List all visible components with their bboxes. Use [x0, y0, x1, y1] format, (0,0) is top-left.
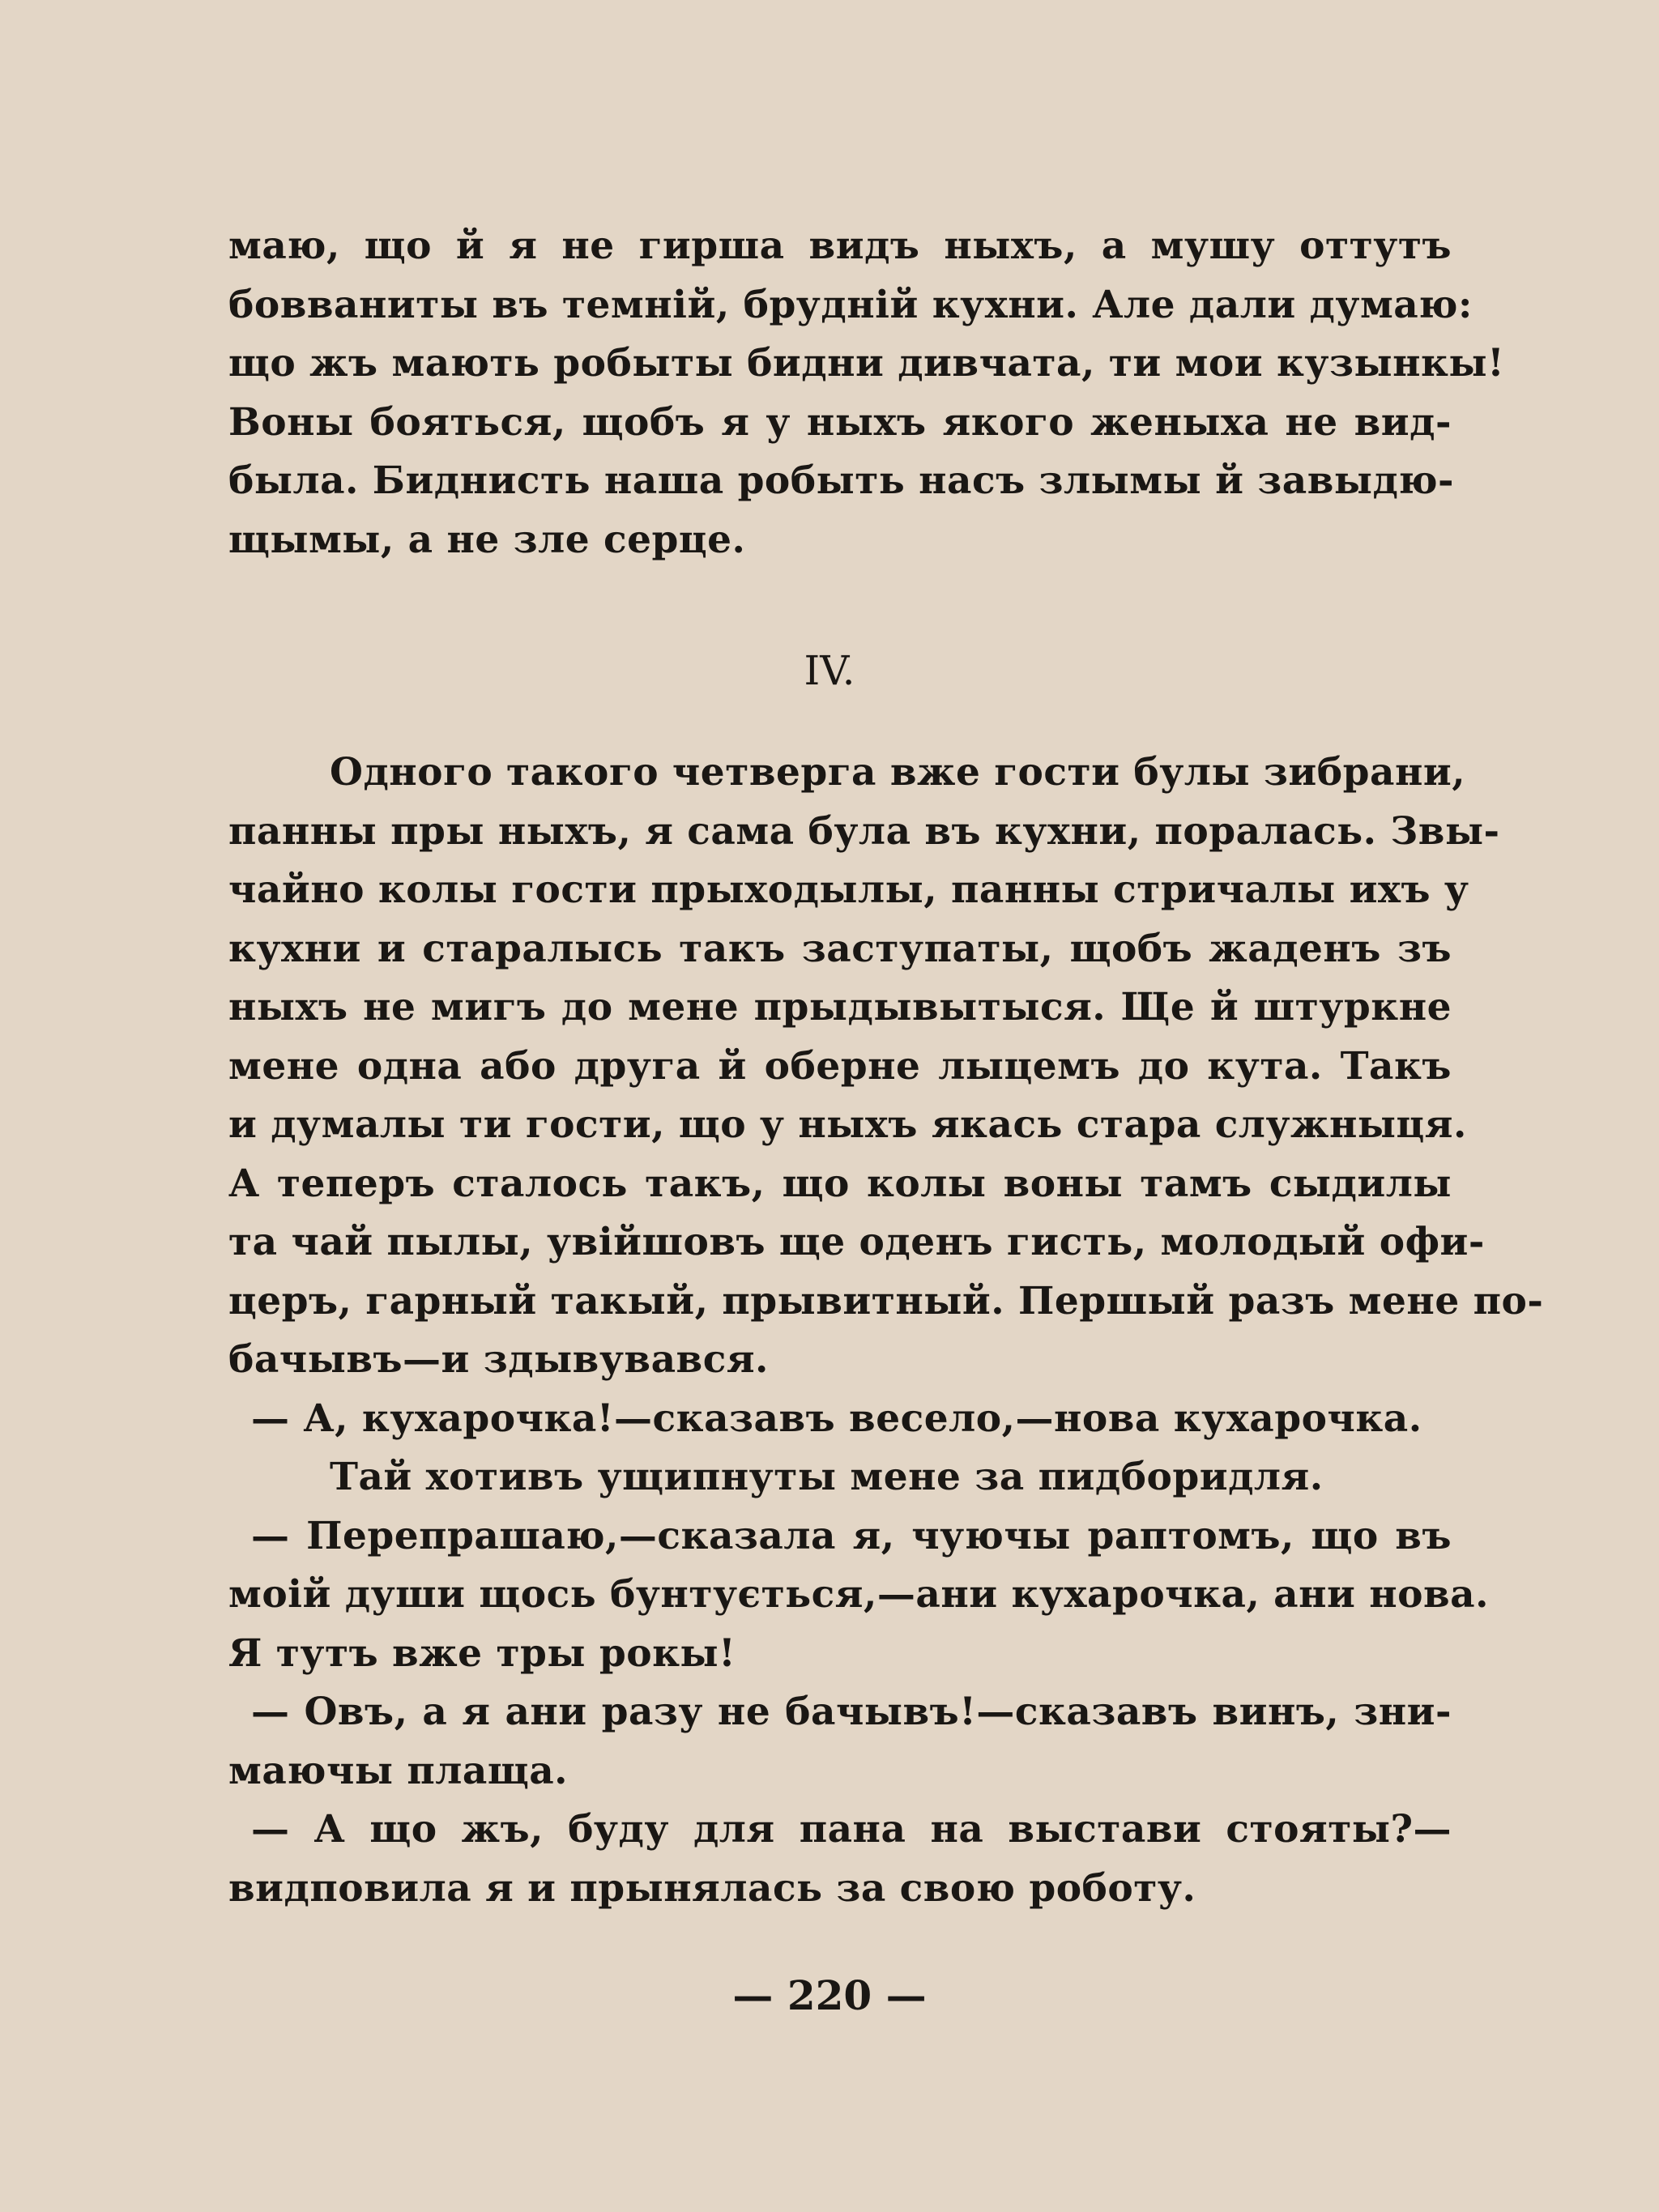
chapter-heading: IV. — [804, 647, 855, 694]
dialogue-line: — Перепрашаю,—сказала я, чуючы раптомъ, що въ — [251, 1513, 1452, 1558]
dialogue-line: — А що жъ, буду для пана на выстави стояты?— — [251, 1807, 1452, 1852]
text-line: панны пры ныхъ, я сама була въ кухни, поралась. Звы- — [228, 808, 1500, 854]
text-line: маю, що й я не гирша видъ ныхъ, а мушу оттутъ — [228, 224, 1452, 268]
text-line: Тай хотивъ ущипнуты мене за пидборидля. — [330, 1455, 1324, 1499]
main-text — [228, 744, 1544, 1918]
text-line: Одного такого четверга вже гости булы зибрани, — [330, 750, 1466, 795]
text-line: церъ, гарный такый, прывитный. Першый разъ мене по- — [228, 1278, 1544, 1323]
text-line: чайно колы гости прыходылы, панны стричалы ихъ у — [228, 867, 1469, 912]
text-line: и думалы ти гости, що у ныхъ якась стара служныця. — [228, 1102, 1467, 1147]
dialogue-line: — А, кухарочка!—сказавъ весело,—нова кухарочка. — [251, 1396, 1422, 1441]
text-line: що жъ мають робыты бидни дивчата, ти мои кузынкы! — [228, 341, 1505, 386]
dialogue-line: — Овъ, а я ани разу не бачывъ!—сказавъ винъ, зни- — [251, 1690, 1452, 1734]
text-line: видповила я и прынялась за свою роботу. — [228, 1865, 1196, 1911]
text-line: маючы плаща. — [228, 1748, 569, 1793]
text-line: бовваниты въ темній, брудній кухни. Але дали думаю: — [228, 282, 1473, 327]
text-line: та чай пылы, увійшовъ ще оденъ гисть, молодый офи- — [228, 1220, 1485, 1264]
text-line: мене одна або друга й оберне лыцемъ до кута. Такъ — [228, 1043, 1452, 1089]
text-line: Я тутъ вже тры рокы! — [228, 1630, 736, 1676]
text-line: ныхъ не мигъ до мене прыдывытыся. Ще й штуркне — [228, 985, 1452, 1029]
top-paragraph — [228, 217, 1505, 569]
text-line: кухни и старалысь такъ заступаты, щобъ жаденъ зъ — [228, 926, 1452, 971]
text-line: А теперъ сталось такъ, що колы воны тамъ сыдилы — [228, 1161, 1452, 1206]
text-line: бачывъ—и здывувався. — [228, 1337, 769, 1382]
text-line: щымы, а не зле серце. — [228, 517, 746, 562]
text-line: моій души щось бунтується,—ани кухарочка, ани нова. — [228, 1572, 1489, 1617]
page-number: — 220 — — [732, 1971, 927, 2019]
text-line: Воны бояться, щобъ я у ныхъ якого женыха не вид- — [228, 399, 1452, 445]
text-line: была. Биднисть наша робыть насъ злымы й завыдю- — [228, 458, 1455, 503]
